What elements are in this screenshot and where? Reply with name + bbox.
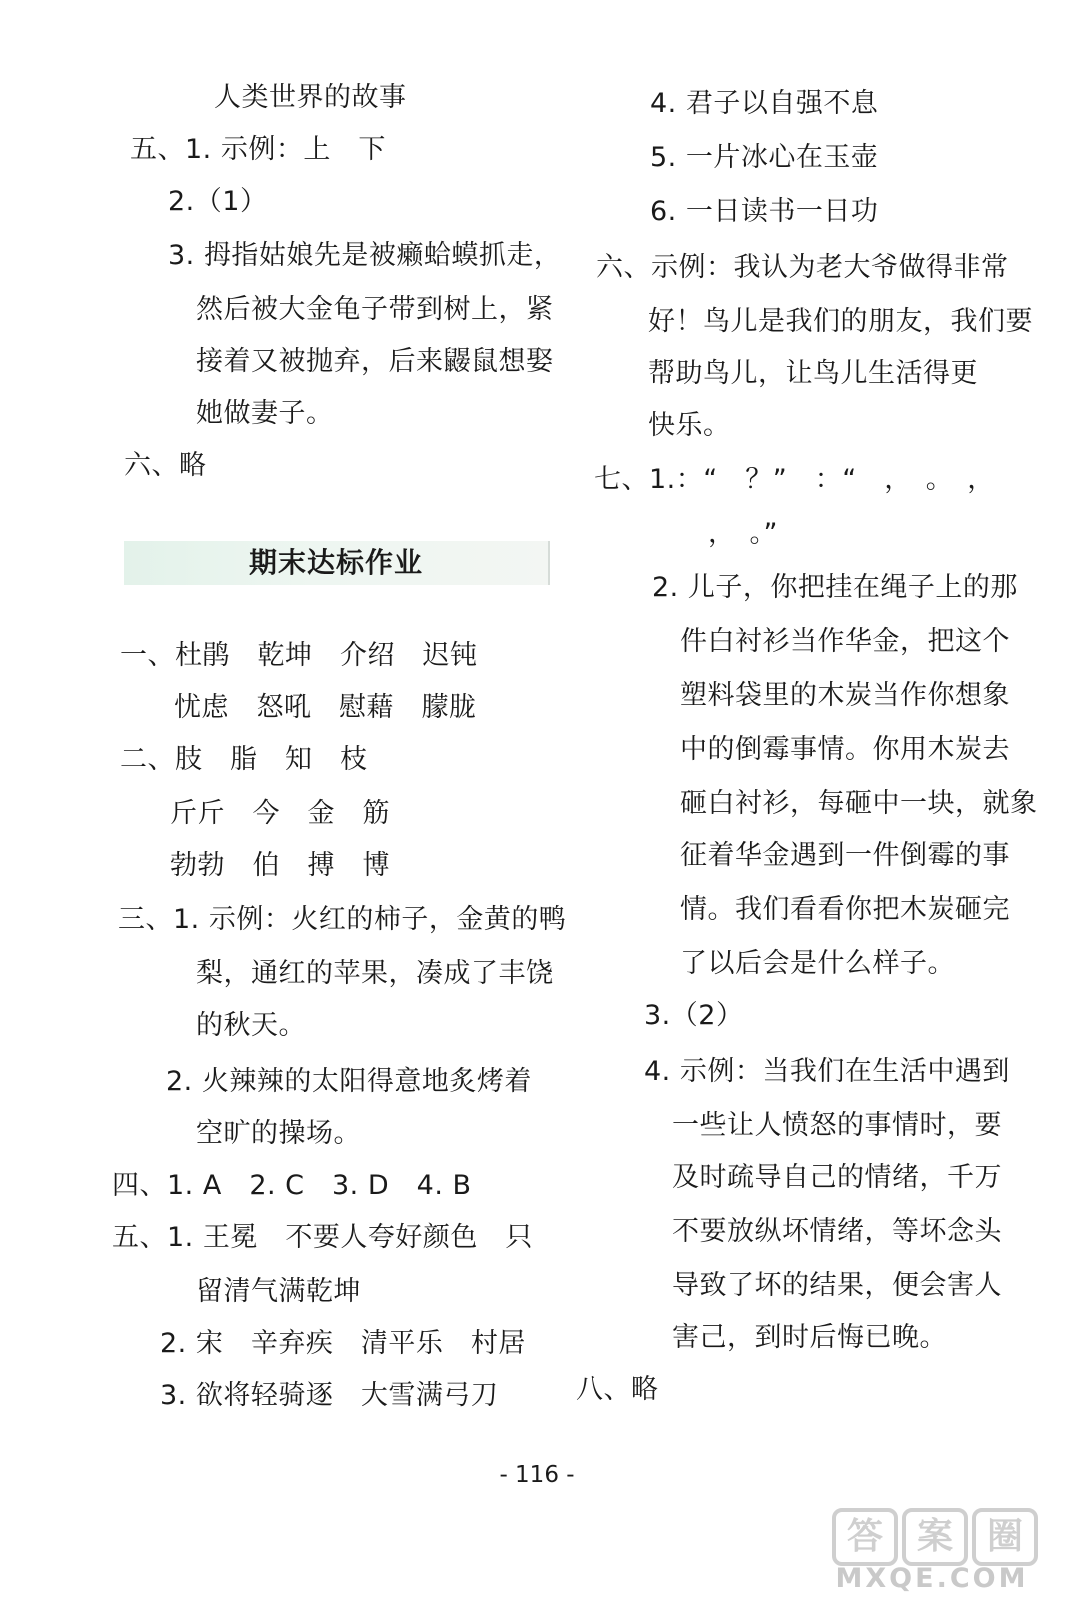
text-line: 及时疏导自己的情绪，千万 bbox=[672, 1162, 1002, 1193]
text-line: 4. 君子以自强不息 bbox=[650, 88, 879, 119]
text-line: 她做妻子。 bbox=[196, 398, 334, 429]
text-line: 2.（1） bbox=[168, 186, 268, 217]
text-line: 六、示例：我认为老大爷做得非常 bbox=[596, 252, 1009, 283]
watermark-url: MXQE.COM bbox=[835, 1563, 1029, 1594]
text-line: 4. 示例：当我们在生活中遇到 bbox=[644, 1056, 1010, 1087]
text-line: 5. 一片冰心在玉壶 bbox=[650, 142, 879, 173]
text-line: 忧虑 怒吼 慰藉 朦胧 bbox=[174, 692, 477, 723]
text-line: 的秋天。 bbox=[196, 1010, 306, 1041]
text-line: 砸白衬衫，每砸中一块，就象 bbox=[680, 788, 1038, 819]
text-line: ， 。” bbox=[708, 518, 778, 549]
text-line: 一、杜鹃 乾坤 介绍 迟钝 bbox=[120, 640, 478, 671]
watermark-logo bbox=[812, 1508, 1052, 1596]
text-line: 勃勃 伯 搏 博 bbox=[170, 850, 390, 881]
text-line: 塑料袋里的木炭当作你想象 bbox=[680, 680, 1010, 711]
page-number: - 116 - bbox=[499, 1462, 575, 1488]
text-line: 五、1. 王冕 不要人夸好颜色 只 bbox=[112, 1222, 533, 1253]
text-line: 斤斤 今 金 筋 bbox=[170, 798, 390, 829]
watermark-char: 案 bbox=[902, 1508, 968, 1566]
text-line: 六、略 bbox=[124, 450, 207, 481]
section-title: 期末达标作业 bbox=[248, 546, 423, 579]
text-line: 快乐。 bbox=[648, 410, 731, 441]
text-line: 3.（2） bbox=[644, 1000, 744, 1031]
text-line: 征着华金遇到一件倒霉的事 bbox=[680, 840, 1010, 871]
text-line: 三、1. 示例：火红的柿子，金黄的鸭 bbox=[118, 904, 567, 935]
text-line: 接着又被抛弃，后来鼹鼠想娶 bbox=[196, 346, 554, 377]
text-line: 帮助鸟儿，让鸟儿生活得更 bbox=[648, 358, 978, 389]
text-line: 人类世界的故事 bbox=[214, 82, 407, 113]
text-line: 情。我们看看你把木炭砸完 bbox=[680, 894, 1010, 925]
text-line: 2. 火辣辣的太阳得意地炙烤着 bbox=[166, 1066, 532, 1097]
text-line: 2. 儿子，你把挂在绳子上的那 bbox=[652, 572, 1018, 603]
text-line: 3. 欲将轻骑逐 大雪满弓刀 bbox=[160, 1380, 499, 1411]
watermark-char: 答 bbox=[832, 1508, 898, 1566]
text-line: 3. 拇指姑娘先是被癞蛤蟆抓走， bbox=[168, 240, 562, 271]
text-line: 梨，通红的苹果，凑成了丰饶 bbox=[196, 958, 554, 989]
text-line: 然后被大金龟子带到树上，紧 bbox=[196, 294, 554, 325]
text-line: 中的倒霉事情。你用木炭去 bbox=[680, 734, 1010, 765]
text-line: 四、1. A 2. C 3. D 4. B bbox=[112, 1170, 472, 1201]
text-line: 二、肢 脂 知 枝 bbox=[120, 744, 368, 775]
text-line: 五、1. 示例：上 下 bbox=[130, 134, 386, 165]
text-line: 害己，到时后悔已晚。 bbox=[672, 1322, 947, 1353]
text-line: 空旷的操场。 bbox=[196, 1118, 361, 1149]
text-line: 了以后会是什么样子。 bbox=[680, 948, 955, 979]
watermark-char: 圈 bbox=[972, 1508, 1038, 1566]
text-line: 七、1.：“ ？” ：“ ， 。 ， bbox=[594, 464, 995, 495]
text-line: 导致了坏的结果，便会害人 bbox=[672, 1270, 1002, 1301]
text-line: 好！鸟儿是我们的朋友，我们要 bbox=[648, 306, 1033, 337]
text-line: 件白衬衫当作华金，把这个 bbox=[680, 626, 1010, 657]
text-line: 八、略 bbox=[576, 1374, 659, 1405]
text-line: 2. 宋 辛弃疾 清平乐 村居 bbox=[160, 1328, 526, 1359]
text-line: 留清气满乾坤 bbox=[196, 1276, 361, 1307]
text-line: 一些让人愤怒的事情时，要 bbox=[672, 1110, 1002, 1141]
text-line: 不要放纵坏情绪，等坏念头 bbox=[672, 1216, 1002, 1247]
text-line: 6. 一日读书一日功 bbox=[650, 196, 879, 227]
